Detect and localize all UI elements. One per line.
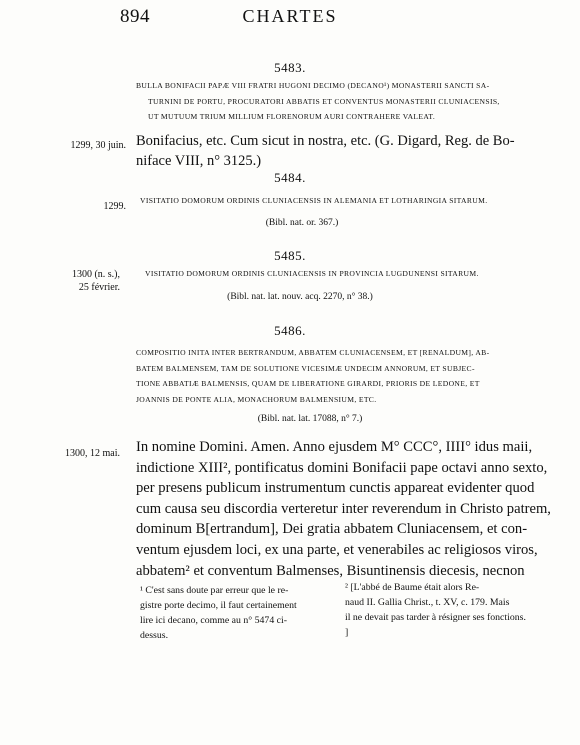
footnote-1	[140, 583, 330, 643]
text-line: abbatem² et conventum Balmenses, Bisuntinensis diecesis, necnon	[136, 562, 525, 579]
page-number: 894	[120, 6, 150, 27]
title-line: TIONE ABBATIÆ BALMENSIS, QUAM DE LIBERATIONE GIRARDI, PRIORIS DE LEDONE, ET	[136, 379, 480, 388]
text-line: indictione XIII², pontificatus domini Bonifacii pape octavi anno sexto,	[136, 459, 548, 476]
text-line: niface VIII, n° 3125.)	[136, 153, 262, 169]
title-line: UT MUTUUM TRIUM MILLIUM FLORENORUM AURI CONTRAHERE VALEAT.	[148, 112, 436, 121]
title-line: COMPOSITIO INITA INTER BERTRANDUM, ABBATEM CLUNIACENSEM, ET [RENALDUM], AB-	[136, 348, 490, 357]
text-line: ventum ejusdem loci, ex una parte, et venerabiles ac religiosos viros,	[136, 541, 538, 558]
entry-number: 5484.	[274, 170, 306, 185]
title-line: TURNINI DE PORTU, PROCURATORI ABBATIS ET CONVENTUS MONASTERII CLUNIACENSIS,	[148, 96, 500, 106]
margin-date: 1300, 12 mai.	[65, 448, 120, 459]
footnote-line: il ne devait pas tarder à résigner ses fonctions.	[345, 612, 526, 623]
entry-number: 5485.	[274, 248, 306, 263]
text-line: per presens publicum instrumentum cunctis appareat evidenter quod	[136, 480, 535, 497]
footnote-line: lire ici decano, comme au n° 5474 ci-	[140, 615, 288, 626]
date-line: 1300 (n. s.),	[71, 269, 120, 280]
entry-reference: (Bibl. nat. lat. 17088, n° 7.)	[257, 414, 363, 424]
footnote-line: naud II. Gallia Christ., t. XV, c. 179. Mais	[345, 597, 510, 608]
footnote-line: ]	[345, 627, 349, 638]
title-line: JOANNIS DE PONTE ALIA, MONACHORUM BALMENSIUM, ETC.	[136, 394, 377, 404]
running-title: CHARTES	[242, 6, 338, 26]
date-line: 25 février.	[78, 282, 120, 293]
text-line: Bonifacius, etc. Cum sicut in nostra, etc. (G. Digard, Reg. de Bo-	[136, 133, 515, 149]
margin-date	[44, 268, 120, 294]
title-line: BATEM BALMENSEM, TAM DE SOLUTIONE VICESIMÆ UNDECIM ANNORUM, ET SUBJEC-	[136, 363, 475, 373]
text-line: In nomine Domini. Amen. Anno ejusdem M° CCC°, IIII° idus maii,	[136, 439, 533, 455]
footnote-line: ² [L'abbé de Baume était alors Re-	[345, 582, 480, 593]
margin-date: 1299.	[103, 201, 126, 212]
footnote-2	[345, 580, 531, 640]
text-line: dominum B[ertrandum], Dei gratia abbatem Cluniacensem, et con-	[136, 521, 528, 538]
entry-text	[136, 131, 526, 171]
footnote-line: dessus.	[140, 630, 169, 641]
text-line: cum causa seu discordia verteretur inter reverendum in Christo patrem,	[136, 500, 551, 517]
entry-title	[136, 345, 526, 407]
entry-number: 5483.	[274, 60, 306, 75]
title-line: VISITATIO DOMORUM ORDINIS CLUNIACENSIS IN ALEMANIA ET LOTHARINGIA SITARUM.	[140, 196, 488, 205]
entry-number: 5486.	[274, 323, 306, 338]
title-line: VISITATIO DOMORUM ORDINIS CLUNIACENSIS IN PROVINCIA LUGDUNENSI SITARUM.	[145, 269, 479, 278]
entry-reference: (Bibl. nat. lat. nouv. acq. 2270, n° 38.)	[227, 292, 373, 302]
footnote-line: ¹ C'est sans doute par erreur que le re-	[140, 585, 289, 596]
charter-text	[136, 437, 551, 581]
entry-title	[140, 193, 520, 209]
margin-date: 1299, 30 juin.	[70, 140, 126, 151]
entry-reference: (Bibl. nat. or. 367.)	[265, 218, 339, 228]
entry-title	[136, 78, 526, 125]
title-line: BULLA BONIFACII PAPÆ VIII FRATRI HUGONI DECIMO (DECANO¹) MONASTERII SANCTI SA-	[136, 81, 490, 90]
entry-title	[145, 266, 525, 282]
footnote-line: gistre porte decimo, il faut certainement	[140, 600, 297, 611]
